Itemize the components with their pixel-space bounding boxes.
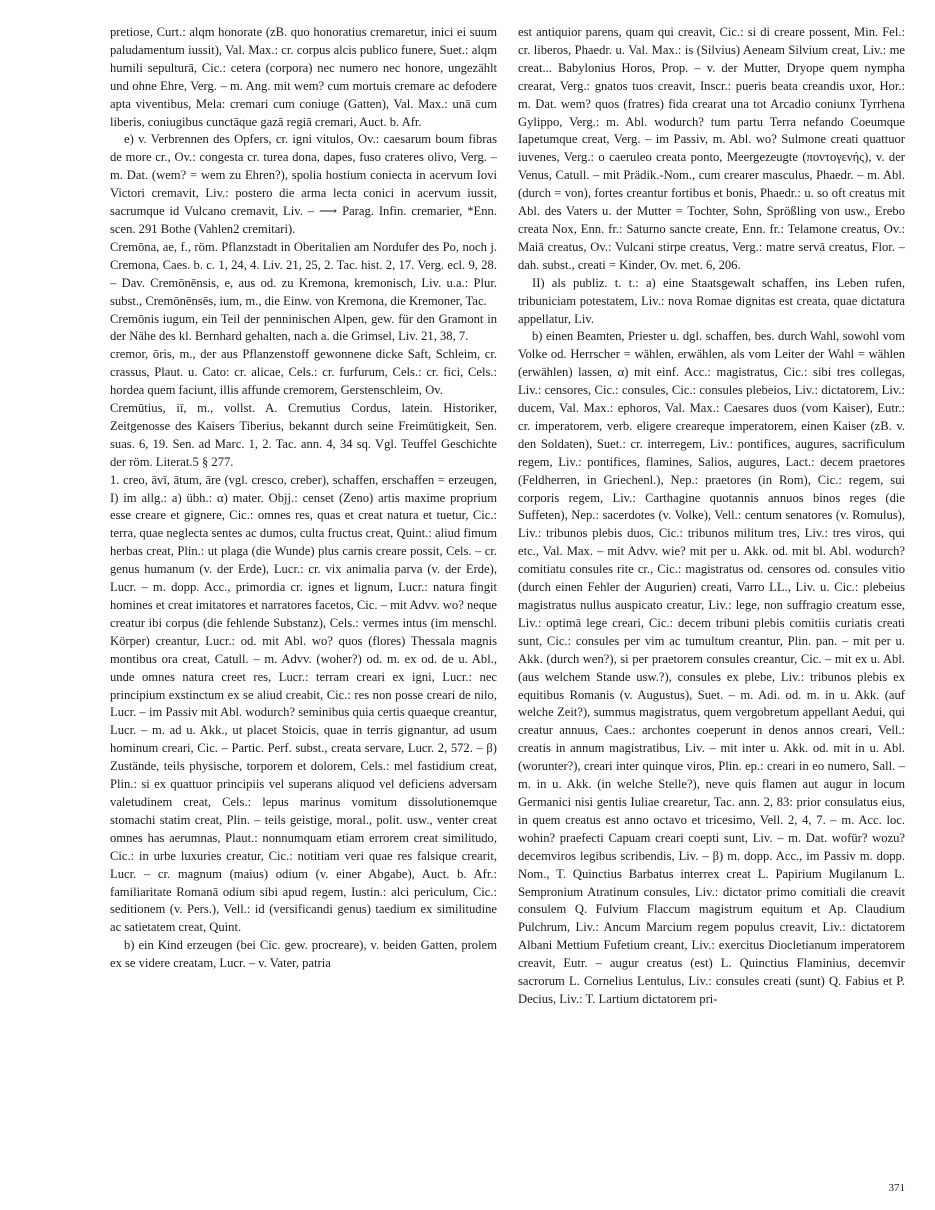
dictionary-paragraph: b) einen Beamten, Priester u. dgl. schaffen, bes. durch Wahl, sowohl vom Volke od. Herrscher = wählen, erwählen, als vom Leiter der Wahl = wählen (erwählen) lassen, α) mit einf. Acc.: magistratus, Cic.: sibi tres collegas, Liv.: censores, Cic.: consules, Cic.: consules plebeios, Liv.: dictatorem, Liv.: ducem, Val. Max.: ephoros, Val. Max.: Caesares duos (vom Kaiser), Eutr.: cr. imperatorem, verb. eligere creareque imperatorem, einen Kaiser (zB. v. den Soldaten), Suet.: cr. interregem, Liv.: pontifices, augures, sacrificulum regem, Liv.: pontifices, flamines, Salios, augures, Lact.: decem praetores (Feldherren, in Griechenl.), Nep.: praetores (in Rom), Cic.: regem, sui corporis regem, Liv.: Carthagine quotannis annuos binos reges (die Suffeten), Nep.: sacerdotes (v. Volke), Vell.: centum senatores (v. Romulus), Liv.: tribunos plebis duos, Cic.: tribunos militum tres, Liv.: tres viros, qui etc., Val. Max. – mit Advv. wie? mit per u. Akk. od. mit bl. Abl. wodurch? comitiatu consules rite cr., Cic.: magistratus od. censores od. consules vitio (durch einen Fehler der Augurien) creati, Varro LL., Liv. u. Cic.: plebeius magistratus nullus auspicato creatur, Liv.: lege, non suffragio creatum esse, Liv.: optimā lege creari, Cic.: decem tribuni plebis comitiis curiatis creati sunt, Cic.: consules per vim ac tumultum creantur, Plin. pan. – mit per u. Akk. (durch wen?), si per praetorem consules creantur, Cic. – mit ex u. Abl. (aus welchem Stande usw.?), consules ex plebe, Liv.: tribunos plebis ex equitibus Romanis (v. Augustus), Suet. – m. Adi. od. m. in u. Akk. (auf welche Zeit?), summus magistratus, quem vergobretum appellant Aedui, qui creatur annuus, Caes.: archontes coeperunt in denos annos creari, Vell.: creatis in annum magistratibus, Liv. – mit inter u. Akk. od. mit in u. Abl. (worunter?), creari inter quinque viros, Plin. ep.: creari in eo numero, Sall. – m. in u. Akk. (in welche Stelle?), neve quis flamen aut augur in locum Germanici nisi gentis Iuliae crearetur, Tac. ann. 2, 83: prior consulatus eius, in quem creatus est anno octavo et tricesimo, Vell. 2, 4, 7. – m. Acc. loc. wohin? praefecti Capuam creari coepti sunt, Liv. – m. Dat. wofür? wozu? decemviros legibus scribendis, Liv. – β) m. dopp. Acc., im Passiv m. dopp. Nom., T. Quinctius Barbatus interrex creat L. Papirium Mugilanum L. Sempronium Atratinum consules, Liv.: dictator primo comitiali die creavit consulem Q. Fulvium Flaccum magistrum equitum et Ap. Claudium Pulchrum, Liv.: Ancum Marcium regem populus creavit, Liv.: dictatorem Albani Mettium Fufetium creant, Liv.: exercitus Diocletianum imperatorem creavit, Eutr. – augur creatus (est) L. Quinctius Flaminius, decemvir sacrorum L. Cornelius Lentulus, Liv.: consules creati (sunt) Q. Fabius et P. Decius, Liv.: T. Lartium dictatorem pri- <box>518 329 905 1006</box>
dictionary-paragraph: est antiquior parens, quam qui creavit, Cic.: si di creare possent, Min. Fel.: cr. liberos, Phaedr. u. Val. Max.: is (Silvius) Aeneam Silvium creat, Liv.: me creat... Babylonius Horos, Prop. – v. der Mutter, Dryope quem nympha crearat, Verg.: gnatos tuos creavit, Inscr.: pueris beata creandis uxor, Hor.: m. Dat. wem? quos (fratres) fida crearat una tot Arcadio coniunx Tyrrhena Gylippo, Verg.: m. Abl. wodurch? tum partu Terra nefando Coeumque Iapetumque creat, Verg. – im Passiv, m. Abl. wo? Sulmone creati quattuor iuvenes, Verg.: o caeruleo creata ponto, Meergezeugte (ποντογενής), v. der Venus, Catull. – mit Prädik.-Nom., cum crearer masculus, Phaedr. – m. Abl. (durch = von), fortes creantur fortibus et bonis, Phaedr.: u. so oft creatus mit Abl. des Vaters u. der Mutter = Tochter, Sohn, Sprößling von usw., Erebo creata Nox, Enn. fr.: Saturno sancte create, Enn. fr.: Telamone creatus, Ov.: Maiā creatus, Ov.: Vulcani stirpe creatus, Verg.: matre servā creatus, Flor. – dah. subst., creati = Kinder, Ov. met. 6, 206. <box>518 25 905 272</box>
dictionary-paragraph: 1. creo, āvī, ātum, āre (vgl. cresco, creber), schaffen, erschaffen = erzeugen, I) im allg.: a) übh.: α) mater. Objj.: censet (Zeno) artis maxime proprium esse creare et gignere, Cic.: omnes res, quas et creat natura et tuetur, Cic.: terra, quae neglecta sentes ac dumos, culta fructus creat, Quint.: aliud fimum herbas creat, Plin.: ut plaga (die Wunde) plus carnis creare possit, Cels. – cr. genus humanum (v. der Erde), Lucr.: cr. vix animalia parva (v. der Erde), Lucr. – m. dopp. Acc., primordia cr. ignes et lignum, Lucr.: natura fingit homines et creat imitatores et narratores facetos, Cic. – mit Advv. wo? neque creatur ibi corpus (die fehlende Substanz), Cels.: vermes intus (im menschl. Körper) creantur, Lucr.: od. mit Abl. wo? quos (flores) Thessala magnis montibus ora creat, Catull. – m. Advv. (woher?) od. m. ex od. de u. Abl., unde omnes natura creet res, Lucr.: terram creari ex igni, Lucr.: nec principium exstinctum ex se aliud creabit, Cic.: res non posse creari de nilo, Lucr. – im Passiv mit Abl. wodurch? seminibus quia certis quaeque creantur, Lucr. – m. ad u. Akk., ut placet Stoicis, quae in terris gignantur, ad usum hominum creari, Cic. – Partic. Perf. subst., creata servare, Lucr. 2, 572. – β) Zustände, teils physische, torporem et dolorem, Cels.: mel fastidium creat, Plin.: si ex quattuor principiis vel superans aliquod vel deficiens adversam valetudinem creat, Cels.: lepus marinus vomitum dissolutionemque stomachi statim creat, Plin. – teils geistige, moral., polit. usw., venter creat omnes has aerumnas, Plaut.: nonnumquam etiam errorem creat similitudo, Cic.: in urbe luxuries creatur, Cic.: notitiam veri quae res falsique crearit, Lucr. – cr. magnum (maius) odium (v. einer Abgabe), Auct. b. Afr.: familiaritate Romanā odium sibi apud regem, Iustin.: alci periculum, Cic.: seditionem (v. Pers.), Vell.: id (versificandi genus) taedium ex similitudine ac satietatem creat, Quint. <box>110 472 498 935</box>
dictionary-paragraph: e) v. Verbrennen des Opfers, cr. igni vitulos, Ov.: caesarum boum fibras de more cr., Ov.: congesta cr. turea dona, dapes, fuso crateres olivo, Verg. – m. Dat. (wem? = wem zu Ehren?), spolia hostium coniecta in acervum Iovi Victori cremavit, Liv.: postero die arma lecta conici in acervum iussit, sacrumque id Vulcano cremavit, Liv. – ⟶ Parag. Infin. cremarier, *Enn. scen. 291 Bothe (Vahlen2 cremitari). <box>110 132 497 236</box>
dictionary-paragraph: II) als publiz. t. t.: a) eine Staatsgewalt schaffen, ins Leben rufen, tribuniciam potestatem, Liv.: nova Romae dignitas est creata, quae dictatura appellatur, Liv. <box>518 275 905 326</box>
dictionary-paragraph: pretiose, Curt.: alqm honorate (zB. quo honoratius cremaretur, inici ei suum paludamentum iussit), Val. Max.: cr. corpus alcis publico funere, Suet.: alqm humili sepulturā, Cic.: cetera (corpora) nec numero nec honore, ungezählt und ohne Ehre, Verg. – m. Ang. mit wem? cum mortuis cremare ac defodere apta viventibus, Mela: cremari cum coniuge (Gatten), Val. Max.: unā cum liberis, coniugibus cunctāque gazā regiā cremari, Auct. b. Afr. <box>110 25 497 129</box>
right-column <box>518 24 905 1009</box>
dictionary-paragraph: Cremōnis iugum, ein Teil der penninischen Alpen, gew. für den Gramont in der Nähe des kl. Bernhard gehalten, nach a. die Grimsel, Liv. 21, 38, 7. <box>110 311 497 344</box>
left-column <box>110 24 497 973</box>
dictionary-paragraph: Cremōna, ae, f., röm. Pflanzstadt in Oberitalien am Nordufer des Po, noch j. Cremona, Caes. b. c. 1, 24, 4. Liv. 21, 25, 2. Tac. hist. 2, 17. Verg. ecl. 9, 28. – Dav. Cremōnēnsis, e, aus od. zu Kremona, kremonisch, Liv. u.a.: Plur. subst., Cremōnēnsēs, ium, m., die Einw. von Kremona, die Kremoner, Tac. <box>110 239 497 308</box>
dictionary-paragraph: Cremūtius, iī, m., vollst. A. Cremutius Cordus, latein. Historiker, Zeitgenosse des Kaisers Tiberius, bekannt durch seine Freimütigkeit, Sen. suas. 6, 19. Sen. ad Marc. 1, 2. Tac. ann. 4, 34 sq. Vgl. Teuffel Geschichte der röm. Literat.5 § 277. <box>110 401 497 469</box>
dictionary-paragraph: cremor, ōris, m., der aus Pflanzenstoff gewonnene dicke Saft, Schleim, cr. crassus, Plaut. u. Cato: cr. alicae, Cels.: cr. furfurum, Cels.: cr. fici, Cels.: hordea quem faciunt, illis affunde cremorem, Gerstenschleim, Ov. <box>110 347 497 398</box>
page-number: 371 <box>888 1182 905 1194</box>
dictionary-paragraph: b) ein Kind erzeugen (bei Cic. gew. procreare), v. beiden Gatten, prolem ex se videre creatam, Lucr. – v. Vater, patria <box>110 938 497 971</box>
